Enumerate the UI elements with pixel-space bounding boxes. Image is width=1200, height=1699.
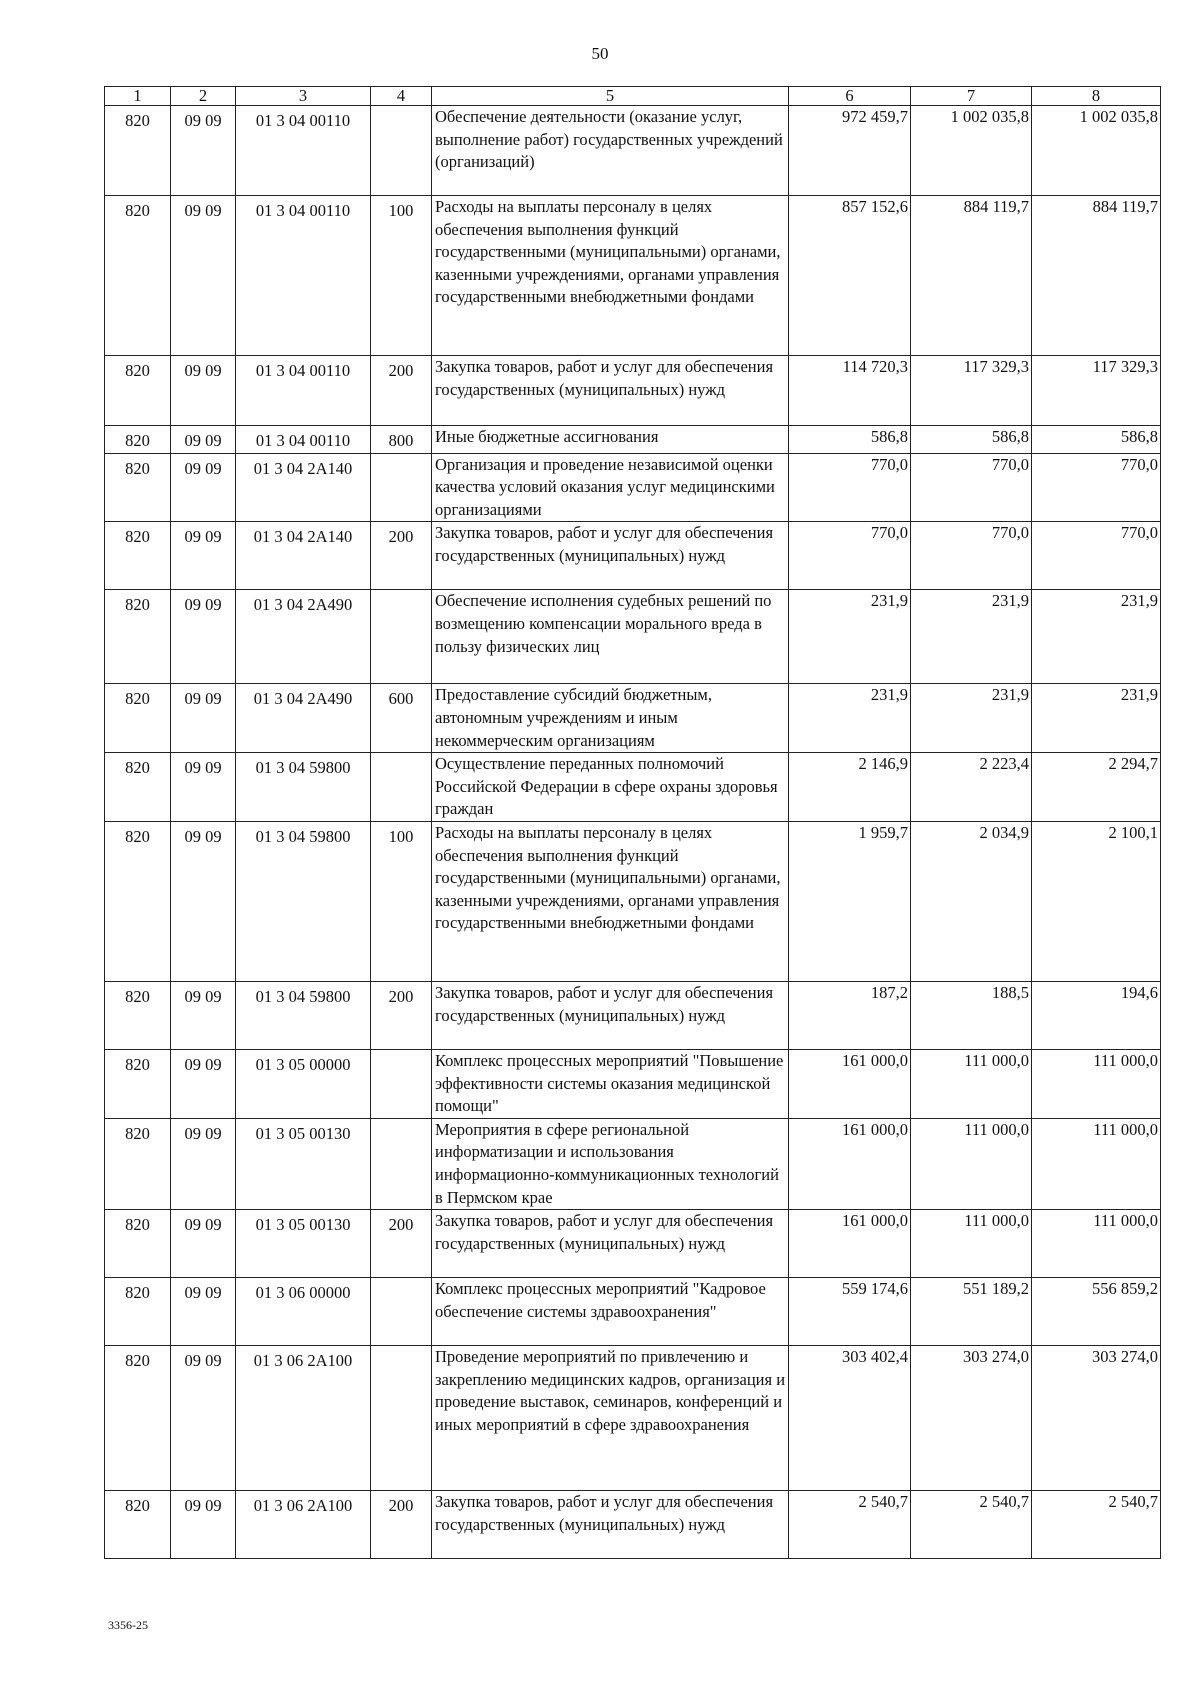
col-header-5: 5 — [432, 87, 789, 106]
cell-amount-year-2: 117 329,3 — [911, 356, 1032, 426]
table-row — [105, 1278, 1161, 1346]
cell-amount-year-2: 188,5 — [911, 981, 1032, 1049]
cell-description: Комплекс процессных мероприятий "Кадровое обеспечение системы здравоохранения" — [432, 1278, 789, 1346]
cell-description: Закупка товаров, работ и услуг для обеспечения государственных (муниципальных) нужд — [432, 356, 789, 426]
col-header-7: 7 — [911, 87, 1032, 106]
cell-amount-year-3: 556 859,2 — [1032, 1278, 1161, 1346]
cell-section-code: 09 09 — [171, 1118, 236, 1209]
table-row — [105, 426, 1161, 454]
cell-amount-year-2: 2 034,9 — [911, 821, 1032, 981]
cell-expense-type — [371, 590, 432, 684]
cell-amount-year-1: 586,8 — [789, 426, 911, 454]
table-row — [105, 981, 1161, 1049]
cell-section-code: 09 09 — [171, 426, 236, 454]
cell-section-code: 09 09 — [171, 1346, 236, 1491]
cell-amount-year-3: 2 100,1 — [1032, 821, 1161, 981]
cell-target-article: 01 3 04 2А140 — [236, 522, 371, 590]
table-row — [105, 1210, 1161, 1278]
cell-expense-type: 200 — [371, 1491, 432, 1559]
cell-amount-year-1: 187,2 — [789, 981, 911, 1049]
cell-target-article: 01 3 05 00000 — [236, 1049, 371, 1118]
col-header-6: 6 — [789, 87, 911, 106]
cell-expense-type: 600 — [371, 684, 432, 753]
cell-admin-code: 820 — [105, 821, 171, 981]
cell-amount-year-2: 231,9 — [911, 684, 1032, 753]
cell-section-code: 09 09 — [171, 196, 236, 356]
table-row — [105, 684, 1161, 753]
table-row — [105, 821, 1161, 981]
cell-target-article: 01 3 04 59800 — [236, 821, 371, 981]
cell-amount-year-1: 857 152,6 — [789, 196, 911, 356]
table-row — [105, 522, 1161, 590]
cell-target-article: 01 3 04 59800 — [236, 753, 371, 822]
cell-amount-year-3: 770,0 — [1032, 453, 1161, 522]
col-header-2: 2 — [171, 87, 236, 106]
cell-amount-year-2: 111 000,0 — [911, 1210, 1032, 1278]
table-row — [105, 453, 1161, 522]
cell-amount-year-1: 114 720,3 — [789, 356, 911, 426]
cell-amount-year-2: 586,8 — [911, 426, 1032, 454]
cell-expense-type — [371, 1049, 432, 1118]
cell-target-article: 01 3 04 00110 — [236, 356, 371, 426]
cell-description: Расходы на выплаты персоналу в целях обеспечения выполнения функций государственными (муниципальными) органами, казенными учреждениями, органами управления государственными внебюджетными фондами — [432, 196, 789, 356]
cell-amount-year-1: 2 540,7 — [789, 1491, 911, 1559]
cell-expense-type: 100 — [371, 821, 432, 981]
cell-admin-code: 820 — [105, 1491, 171, 1559]
table-row — [105, 1491, 1161, 1559]
cell-section-code: 09 09 — [171, 821, 236, 981]
cell-amount-year-1: 559 174,6 — [789, 1278, 911, 1346]
cell-admin-code: 820 — [105, 684, 171, 753]
cell-target-article: 01 3 04 2А490 — [236, 684, 371, 753]
cell-section-code: 09 09 — [171, 1278, 236, 1346]
cell-admin-code: 820 — [105, 753, 171, 822]
budget-table — [104, 86, 1161, 1559]
cell-admin-code: 820 — [105, 106, 171, 196]
table-row — [105, 590, 1161, 684]
cell-admin-code: 820 — [105, 426, 171, 454]
cell-amount-year-2: 231,9 — [911, 590, 1032, 684]
cell-amount-year-3: 586,8 — [1032, 426, 1161, 454]
cell-expense-type: 200 — [371, 522, 432, 590]
cell-description: Закупка товаров, работ и услуг для обеспечения государственных (муниципальных) нужд — [432, 1491, 789, 1559]
cell-description: Организация и проведение независимой оценки качества условий оказания услуг медицинскими организациями — [432, 453, 789, 522]
cell-amount-year-1: 1 959,7 — [789, 821, 911, 981]
page-number: 50 — [591, 44, 609, 63]
cell-amount-year-1: 770,0 — [789, 453, 911, 522]
cell-amount-year-1: 161 000,0 — [789, 1118, 911, 1209]
cell-description: Предоставление субсидий бюджетным, автономным учреждениям и иным некоммерческим организациям — [432, 684, 789, 753]
cell-amount-year-1: 231,9 — [789, 590, 911, 684]
cell-expense-type: 100 — [371, 196, 432, 356]
table-row — [105, 1049, 1161, 1118]
cell-expense-type — [371, 753, 432, 822]
table-row — [105, 1346, 1161, 1491]
cell-target-article: 01 3 04 00110 — [236, 106, 371, 196]
cell-admin-code: 820 — [105, 1049, 171, 1118]
cell-target-article: 01 3 04 59800 — [236, 981, 371, 1049]
cell-amount-year-1: 2 146,9 — [789, 753, 911, 822]
cell-section-code: 09 09 — [171, 1491, 236, 1559]
table-row — [105, 356, 1161, 426]
cell-amount-year-2: 2 223,4 — [911, 753, 1032, 822]
cell-amount-year-2: 303 274,0 — [911, 1346, 1032, 1491]
cell-amount-year-2: 551 189,2 — [911, 1278, 1032, 1346]
document-code: 3356-25 — [108, 1618, 148, 1632]
cell-admin-code: 820 — [105, 356, 171, 426]
cell-section-code: 09 09 — [171, 453, 236, 522]
cell-amount-year-3: 231,9 — [1032, 590, 1161, 684]
table-header-row — [105, 87, 1161, 106]
cell-description: Обеспечение деятельности (оказание услуг, выполнение работ) государственных учреждений (организаций) — [432, 106, 789, 196]
cell-admin-code: 820 — [105, 1278, 171, 1346]
cell-admin-code: 820 — [105, 196, 171, 356]
cell-description: Расходы на выплаты персоналу в целях обеспечения выполнения функций государственными (муниципальными) органами, казенными учреждениями, органами управления государственными внебюджетными фондами — [432, 821, 789, 981]
cell-section-code: 09 09 — [171, 981, 236, 1049]
cell-description: Обеспечение исполнения судебных решений по возмещению компенсации морального вреда в пользу физических лиц — [432, 590, 789, 684]
cell-amount-year-3: 884 119,7 — [1032, 196, 1161, 356]
cell-section-code: 09 09 — [171, 522, 236, 590]
cell-target-article: 01 3 04 2А140 — [236, 453, 371, 522]
col-header-8: 8 — [1032, 87, 1161, 106]
cell-amount-year-3: 111 000,0 — [1032, 1210, 1161, 1278]
cell-amount-year-1: 303 402,4 — [789, 1346, 911, 1491]
cell-amount-year-3: 2 294,7 — [1032, 753, 1161, 822]
table-row — [105, 106, 1161, 196]
cell-amount-year-3: 1 002 035,8 — [1032, 106, 1161, 196]
cell-expense-type: 200 — [371, 981, 432, 1049]
cell-amount-year-1: 231,9 — [789, 684, 911, 753]
cell-section-code: 09 09 — [171, 590, 236, 684]
cell-admin-code: 820 — [105, 1346, 171, 1491]
table-row — [105, 753, 1161, 822]
cell-amount-year-3: 194,6 — [1032, 981, 1161, 1049]
cell-amount-year-2: 884 119,7 — [911, 196, 1032, 356]
cell-admin-code: 820 — [105, 522, 171, 590]
cell-amount-year-2: 111 000,0 — [911, 1049, 1032, 1118]
cell-target-article: 01 3 04 2А490 — [236, 590, 371, 684]
cell-amount-year-3: 117 329,3 — [1032, 356, 1161, 426]
cell-section-code: 09 09 — [171, 1049, 236, 1118]
cell-target-article: 01 3 06 00000 — [236, 1278, 371, 1346]
cell-section-code: 09 09 — [171, 106, 236, 196]
cell-target-article: 01 3 04 00110 — [236, 426, 371, 454]
table-row — [105, 1118, 1161, 1209]
col-header-4: 4 — [371, 87, 432, 106]
cell-description: Проведение мероприятий по привлечению и закреплению медицинских кадров, организация и проведение выставок, семинаров, конференций и иных мероприятий в сфере здравоохранения — [432, 1346, 789, 1491]
cell-expense-type — [371, 1118, 432, 1209]
cell-amount-year-2: 770,0 — [911, 522, 1032, 590]
cell-description: Закупка товаров, работ и услуг для обеспечения государственных (муниципальных) нужд — [432, 522, 789, 590]
cell-description: Иные бюджетные ассигнования — [432, 426, 789, 454]
col-header-1: 1 — [105, 87, 171, 106]
cell-amount-year-2: 770,0 — [911, 453, 1032, 522]
cell-section-code: 09 09 — [171, 356, 236, 426]
cell-amount-year-3: 111 000,0 — [1032, 1049, 1161, 1118]
cell-amount-year-1: 770,0 — [789, 522, 911, 590]
cell-admin-code: 820 — [105, 1118, 171, 1209]
cell-amount-year-3: 2 540,7 — [1032, 1491, 1161, 1559]
cell-amount-year-1: 161 000,0 — [789, 1049, 911, 1118]
cell-description: Закупка товаров, работ и услуг для обеспечения государственных (муниципальных) нужд — [432, 981, 789, 1049]
cell-section-code: 09 09 — [171, 1210, 236, 1278]
cell-expense-type: 200 — [371, 1210, 432, 1278]
cell-expense-type: 800 — [371, 426, 432, 454]
cell-admin-code: 820 — [105, 1210, 171, 1278]
cell-amount-year-1: 972 459,7 — [789, 106, 911, 196]
cell-admin-code: 820 — [105, 453, 171, 522]
cell-expense-type — [371, 1346, 432, 1491]
cell-description: Закупка товаров, работ и услуг для обеспечения государственных (муниципальных) нужд — [432, 1210, 789, 1278]
cell-description: Мероприятия в сфере региональной информатизации и использования информационно-коммуникационных технологий в Пермском крае — [432, 1118, 789, 1209]
cell-amount-year-3: 111 000,0 — [1032, 1118, 1161, 1209]
cell-expense-type — [371, 106, 432, 196]
cell-section-code: 09 09 — [171, 684, 236, 753]
cell-description: Комплекс процессных мероприятий "Повышение эффективности системы оказания медицинской помощи" — [432, 1049, 789, 1118]
cell-target-article: 01 3 06 2А100 — [236, 1346, 371, 1491]
cell-amount-year-2: 1 002 035,8 — [911, 106, 1032, 196]
table-row — [105, 196, 1161, 356]
cell-amount-year-3: 770,0 — [1032, 522, 1161, 590]
cell-expense-type — [371, 1278, 432, 1346]
cell-admin-code: 820 — [105, 981, 171, 1049]
cell-section-code: 09 09 — [171, 753, 236, 822]
cell-expense-type: 200 — [371, 356, 432, 426]
cell-target-article: 01 3 05 00130 — [236, 1210, 371, 1278]
cell-target-article: 01 3 06 2А100 — [236, 1491, 371, 1559]
cell-admin-code: 820 — [105, 590, 171, 684]
cell-amount-year-3: 303 274,0 — [1032, 1346, 1161, 1491]
cell-target-article: 01 3 05 00130 — [236, 1118, 371, 1209]
cell-amount-year-2: 111 000,0 — [911, 1118, 1032, 1209]
cell-amount-year-1: 161 000,0 — [789, 1210, 911, 1278]
cell-expense-type — [371, 453, 432, 522]
cell-amount-year-2: 2 540,7 — [911, 1491, 1032, 1559]
cell-target-article: 01 3 04 00110 — [236, 196, 371, 356]
cell-description: Осуществление переданных полномочий Российской Федерации в сфере охраны здоровья граждан — [432, 753, 789, 822]
cell-amount-year-3: 231,9 — [1032, 684, 1161, 753]
col-header-3: 3 — [236, 87, 371, 106]
